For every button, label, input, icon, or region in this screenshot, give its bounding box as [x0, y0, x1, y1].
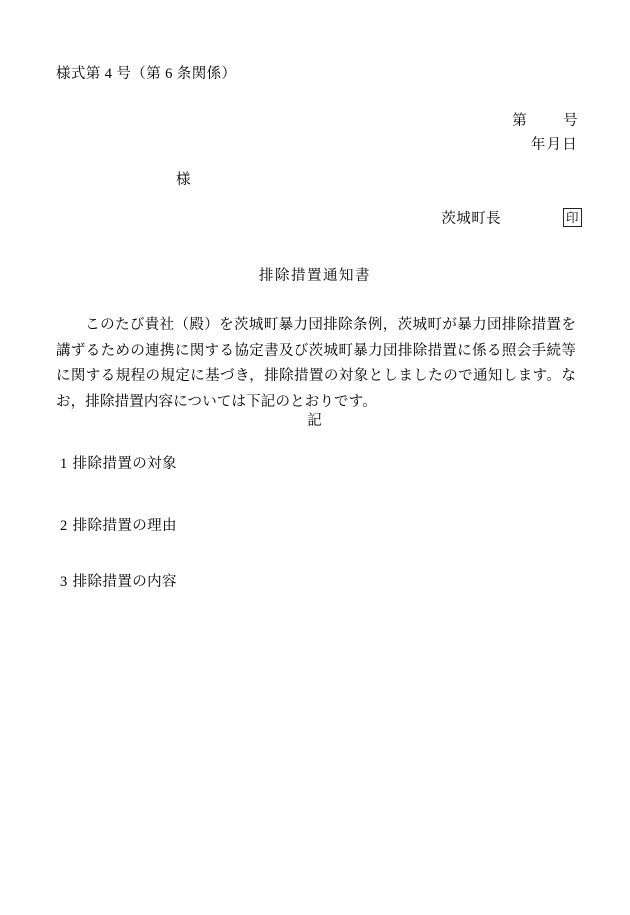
document-number-suffix: 号: [563, 113, 578, 129]
item-number: 1: [60, 456, 68, 472]
ki-mark: 記: [307, 413, 323, 429]
item-number: 3: [60, 574, 68, 590]
list-item: [60, 452, 177, 473]
body-paragraph: このたび貴社（殿）を茨城町暴力団排除条例，茨城町が暴力団排除措置を講ずるための連携に関する協定書及び茨城町暴力団排除措置に係る照会手続等に関する規程の規定に基づき，排除措置の対象としましたので通知します。なお，排除措置内容については下記のとおりです。: [56, 317, 576, 410]
item-label: 排除措置の内容: [72, 574, 177, 590]
document-body: [56, 313, 576, 415]
issuer-row: [441, 207, 582, 228]
item-number: 2: [60, 518, 68, 534]
document-date: 年月日: [530, 137, 578, 153]
document-title: 排除措置通知書: [259, 268, 371, 284]
addressee-honorific: 様: [176, 172, 191, 188]
seal-stamp-box: 印: [563, 208, 582, 227]
document-number-label: 第: [512, 113, 528, 129]
issuer-name: 茨城町長: [441, 211, 501, 227]
list-item: [60, 514, 177, 535]
list-item: [60, 570, 177, 591]
item-label: 排除措置の理由: [72, 518, 177, 534]
document-number-line: [512, 109, 578, 130]
form-number: 様式第 4 号（第 6 条関係）: [56, 66, 237, 82]
item-label: 排除措置の対象: [72, 456, 177, 472]
